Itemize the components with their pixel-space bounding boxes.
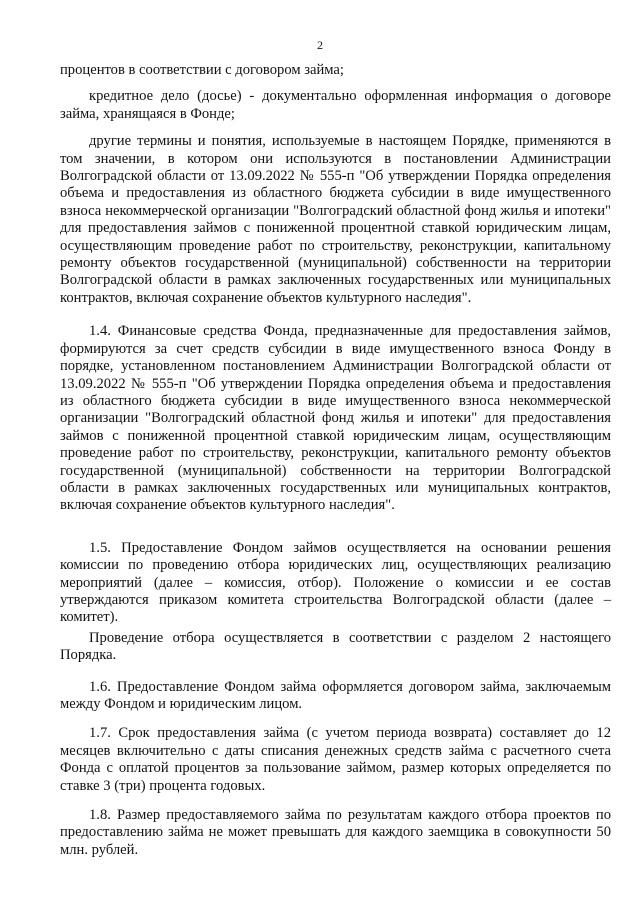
paragraph-1-8: 1.8. Размер предоставляемого займа по результатам каждого отбора проектов по предоставлению займа не может превышать для каждого заемщика в совокупности 50 млн. рублей. [60, 807, 611, 858]
page-number: 2 [317, 38, 323, 52]
paragraph-1-6: 1.6. Предоставление Фондом займа оформляется договором займа, заключаемым между Фондом и юридическим лицом. [60, 678, 611, 712]
paragraph-other-terms: другие термины и понятия, используемые в настоящем Порядке, применяются в том значении, в котором они используются в постановлении Администрации Волгоградской области от 13.09.2022 № 555-п "Об утверждении Порядка определения объема и предоставления из областного бюджета субсидии в виде имущественного взноса некоммерческой организации "Волгоградский областной фонд жилья и ипотеки" для предоставления займов с пониженной процентной ставкой юридическим лицам, осуществляющим проведение работ по строительству, реконструкции, капитальному ремонту объектов государственной (муниципальной) собственности на территории Волгоградской области в рамках заключенных государственных или муниципальных контрактов, включая сохранение объектов культурного наследия". [60, 133, 611, 306]
paragraph-interest-continuation: процентов в соответствии с договором займа; [60, 62, 344, 78]
paragraph-1-7: 1.7. Срок предоставления займа (с учетом периода возврата) составляет до 12 месяцев включительно с даты списания денежных средств займа с расчетного счета Фонда с оплатой процентов за пользование займом, размер которых определяется по ставке 3 (три) процента годовых. [60, 725, 611, 794]
paragraph-credit-file: кредитное дело (досье) - документально оформленная информация о договоре займа, хранящаяся в Фонде; [60, 88, 611, 122]
paragraph-selection: Проведение отбора осуществляется в соответствии с разделом 2 настоящего Порядка. [60, 629, 611, 664]
paragraph-1-5: 1.5. Предоставление Фондом займов осуществляется на основании решения комиссии по проведению отбора юридических лиц, осуществляющих реализацию мероприятий (далее – комиссия, отбор). Положение о комиссии и ее состав утверждаются приказом комитета строительства Волгоградской области (далее – комитет). [60, 539, 611, 626]
document-body [60, 62, 611, 859]
paragraph-1-4: 1.4. Финансовые средства Фонда, предназначенные для предоставления займов, формируются за счет средств субсидии в виде имущественного взноса Фонду в порядке, установленном постановлением Администрации Волгоградской области от 13.09.2022 № 555-п "Об утверждении Порядка определения объема и предоставления из областного бюджета субсидии в виде имущественного взноса некоммерческой организации "Волгоградский областной фонд жилья и ипотеки" для предоставления займов с пониженной процентной ставкой юридическим лицам, осуществляющим проведение работ по строительству, реконструкции, капитального ремонту объектов государственной (муниципальной) собственности на территории Волгоградской области в рамках заключенных государственных или муниципальных контрактов, включая сохранение объектов культурного наследия". [60, 323, 611, 514]
